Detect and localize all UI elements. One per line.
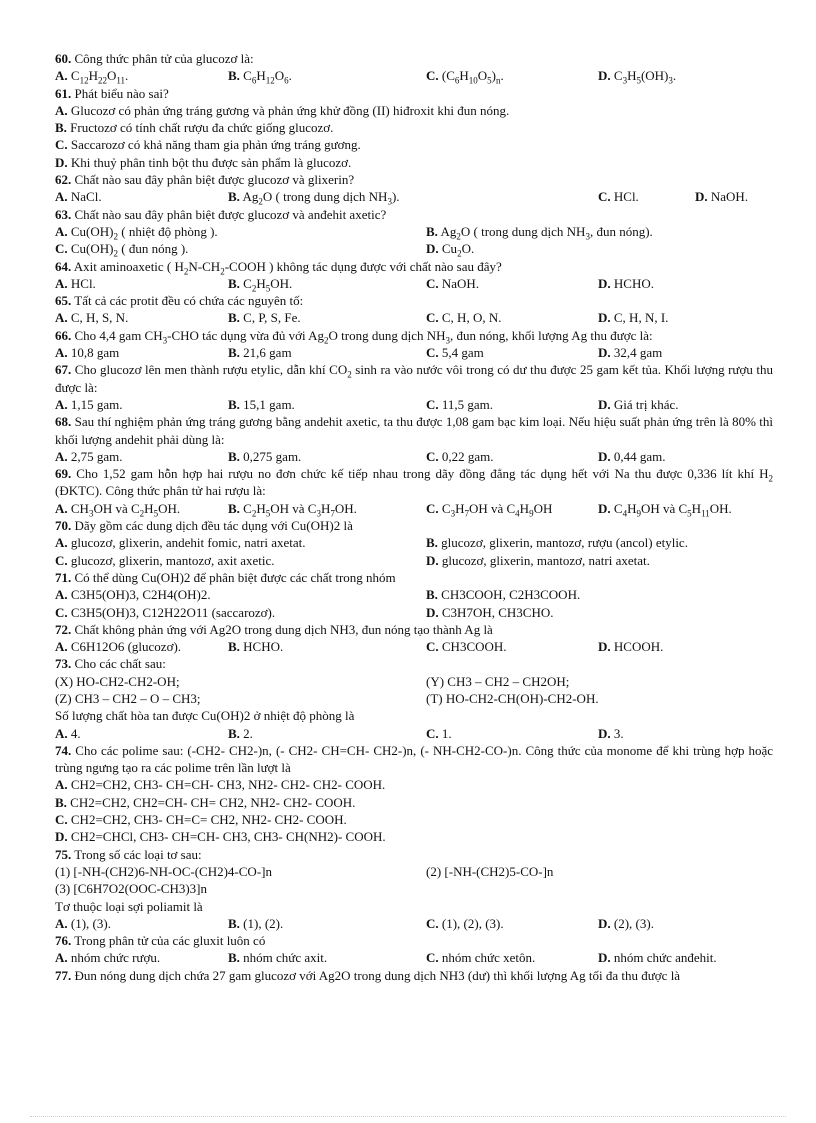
options-row (55, 915, 773, 932)
question-number: 76. (55, 933, 72, 949)
answer-option-c: C. HCl. (598, 189, 639, 205)
question-number: 77. (55, 967, 72, 983)
options-row (55, 794, 773, 811)
question-stem: 77. Đun nóng dung dịch chứa 27 gam glucozơ với Ag2O trong dung dịch NH3 (dư) thì khối lượng Ag tối đa thu được là (55, 967, 681, 983)
question-prompt: Tơ thuộc loại sợi poliamit là (55, 898, 203, 914)
answer-option-b: B. glucozơ, glixerin, mantozơ, rượu (ancol) etylic. (426, 535, 688, 551)
answer-option-a: A. Glucozơ có phản ứng tráng gương và phản ứng khử đồng (II) hiđroxit khi đun nóng. (55, 102, 510, 118)
answer-option-d: D. CH2=CHCl, CH3- CH=CH- CH3, CH3- CH(NH2)- COOH. (55, 829, 386, 845)
answer-option-a: A. HCl. (55, 275, 96, 291)
options-row (55, 67, 773, 84)
answer-option-b: B. 0,275 gam. (228, 448, 302, 464)
question-stem: 76. Trong phân tử của các gluxit luôn có (55, 933, 266, 949)
question-stem: 68. Sau thí nghiệm phản ứng tráng gương bằng andehit axetic, ta thu được 1,08 gam bạc kim loại. Nếu hiệu suất phản ứng trên là 80% thì khối lượng andehit phải dùng là: (55, 414, 774, 447)
question-77 (55, 967, 773, 984)
exam-page (55, 50, 773, 984)
answer-option-a: A. CH2=CH2, CH3- CH=CH- CH3, NH2- CH2- CH2- COOH. (55, 777, 386, 793)
question-number: 69. (55, 466, 72, 482)
answer-option-a: A. 2,75 gam. (55, 448, 123, 464)
question-63 (55, 206, 773, 258)
question-stem: 73. Cho các chất sau: (55, 656, 166, 672)
options-row (55, 448, 773, 465)
answer-option-d: D. Khi thuỷ phân tinh bột thu được sản phẩm là glucozơ. (55, 154, 352, 170)
answer-option-b: B. 21,6 gam (228, 345, 292, 361)
question-stem: 60. Công thức phân tử của glucozơ là: (55, 51, 254, 66)
question-stem: 72. Chất không phản ứng với Ag2O trong dung dịch NH3, đun nóng tạo thành Ag là (55, 621, 493, 637)
answer-option-a: A. $Cu(OH)_2$ ( nhiệt độ phòng ). (55, 223, 218, 242)
question-stem: 74. Cho các polime sau: (-CH2- CH2-)n, (- CH2- CH=CH- CH2-)n, (- NH-CH2-CO-)n. Công thức của monome để khi trùng hợp hoặc trùng ngưng tạo ra các polime trên lần lượt là (55, 742, 774, 776)
question-stem: 62. Chất nào sau đây phân biệt được glucozơ và glixerin? (55, 172, 355, 188)
answer-option-a: A. nhóm chức rượu. (55, 950, 161, 966)
question-70 (55, 517, 773, 569)
question-stem: 71. Có thể dùng Cu(OH)2 để phân biệt được các chất trong nhóm (55, 569, 396, 585)
answer-option-d: D. $Cu_2O$. (426, 241, 475, 259)
answer-option-c: C. CH3COOH. (426, 639, 507, 655)
answer-option-d: D. (2), (3). (598, 915, 654, 931)
options-row (55, 223, 773, 240)
page-bottom-divider (30, 1116, 786, 1117)
statement-item: (3) [C6H7O2(OOC-CH3)3]n (55, 881, 208, 897)
answer-option-d: D. $C_3H_5(OH)_3$. (598, 68, 677, 86)
answer-option-b: B. $Ag_2O$ ( trong dung dịch $NH_3$, đun nóng). (426, 223, 653, 242)
answer-option-b: B. Fructozơ có tính chất rượu đa chức giống glucozơ. (55, 120, 334, 136)
question-stem: 64. Axit aminoaxetic ( $H_2N-CH_2$-COOH ) không tác dụng được với chất nào sau đây? (55, 258, 502, 277)
options-row (55, 604, 773, 621)
options-row (55, 500, 773, 517)
options-row (55, 154, 773, 171)
answer-option-b: B. (1), (2). (228, 915, 284, 931)
answer-option-d: D. glucozơ, glixerin, mantozơ, natri axetat. (426, 552, 650, 568)
question-stem: 70. Dãy gồm các dung dịch đều tác dụng với Cu(OH)2 là (55, 518, 353, 534)
statement-item: (Z) CH3 – CH2 – O – CH3; (55, 690, 201, 706)
answer-option-c: C. 11,5 gam. (426, 396, 494, 412)
answer-option-a: A. glucozơ, glixerin, andehit fomic, natri axetat. (55, 535, 306, 551)
options-row (55, 136, 773, 153)
answer-option-d: D. HCOOH. (598, 639, 664, 655)
answer-option-a: A. 4. (55, 725, 81, 741)
question-number: 68. (55, 414, 72, 430)
options-row (55, 240, 773, 257)
question-number: 65. (55, 293, 72, 309)
answer-option-d: D. nhóm chức anđehit. (598, 950, 717, 966)
answer-option-d: D. HCHO. (598, 275, 654, 291)
question-60 (55, 50, 773, 85)
question-stem: 69. Cho 1,52 gam hỗn hợp hai rượu no đơn chức kế tiếp nhau trong dãy đồng đẳng tác dụng hết với Na thu được 0,336 lít khí $H_2$ (ĐKTC). Công thức phân tử hai rượu là: (55, 466, 773, 499)
answer-option-d: D. C, H, N, I. (598, 310, 669, 326)
question-stem: 66. Cho 4,4 gam $CH_3$-CHO tác dụng vừa đủ với $Ag_2O$ trong dung dịch $NH_3$, đun nóng, khối lượng Ag thu được là: (55, 327, 653, 346)
options-row (55, 586, 773, 603)
answer-option-c: C. $C_3H_7OH$ và $C_4H_9OH$ (426, 500, 553, 519)
answer-option-d: D. 0,44 gam. (598, 448, 666, 464)
question-number: 63. (55, 206, 72, 222)
question-number: 71. (55, 569, 72, 585)
question-number: 60. (55, 51, 72, 66)
question-61 (55, 85, 773, 171)
question-prompt: Số lượng chất hòa tan được Cu(OH)2 ở nhiệt độ phòng là (55, 708, 355, 724)
statement-row (55, 673, 773, 690)
answer-option-c: C. nhóm chức xetôn. (426, 950, 536, 966)
answer-option-a: A. 1,15 gam. (55, 396, 123, 412)
answer-option-b: B. $C_2H_5OH$. (228, 275, 293, 294)
statement-row (55, 690, 773, 707)
answer-option-b: B. $C_2H_5OH$ và $C_3H_7OH$. (228, 500, 357, 519)
question-67 (55, 361, 773, 413)
answer-option-a: A. NaCl. (55, 189, 102, 205)
question-76 (55, 932, 773, 967)
statement-item: (2) [-NH-(CH2)5-CO-]n (426, 863, 554, 879)
answer-option-d: D. 3. (598, 725, 624, 741)
statement-row (55, 880, 773, 897)
options-row (55, 344, 773, 361)
answer-option-b: B. 2. (228, 725, 253, 741)
answer-option-b: B. CH3COOH, C2H3COOH. (426, 587, 581, 603)
statement-item: (T) HO-CH2-CH(OH)-CH2-OH. (426, 690, 599, 706)
answer-option-c: C. (1), (2), (3). (426, 915, 504, 931)
statement-item: (X) HO-CH2-CH2-OH; (55, 673, 180, 689)
question-stem: 63. Chất nào sau đây phân biệt được glucozơ và anđehit axetic? (55, 206, 387, 222)
answer-option-c: C. 0,22 gam. (426, 448, 494, 464)
answer-option-c: C. Saccarozơ có khả năng tham gia phản ứng tráng gương. (55, 137, 361, 153)
question-stem: 61. Phát biểu nào sai? (55, 85, 169, 101)
options-row (55, 275, 773, 292)
answer-option-a: A. (1), (3). (55, 915, 111, 931)
question-number: 62. (55, 172, 72, 188)
question-69 (55, 465, 773, 517)
question-number: 74. (55, 742, 72, 758)
question-number: 61. (55, 85, 72, 101)
answer-option-b: B. C, P, S, Fe. (228, 310, 301, 326)
answer-option-c: C. CH2=CH2, CH3- CH=C= CH2, NH2- CH2- COOH. (55, 812, 347, 828)
answer-option-a: A. C, H, S, N. (55, 310, 129, 326)
answer-option-c: C. NaOH. (426, 275, 480, 291)
answer-option-b: B. $C_6H_{12}O_6$. (228, 68, 292, 86)
answer-option-a: A. $C_{12}H_{22}O_{11}$. (55, 68, 129, 86)
question-74 (55, 742, 773, 846)
options-row (55, 102, 773, 119)
answer-option-d: D. 32,4 gam (598, 345, 663, 361)
statement-item: (1) [-NH-(CH2)6-NH-OC-(CH2)4-CO-]n (55, 863, 272, 879)
question-65 (55, 292, 773, 327)
answer-option-a: A. $CH_3OH$ và $C_2H_5OH$. (55, 500, 181, 519)
question-72 (55, 621, 773, 656)
answer-option-d: D. $C_4H_9OH$ và $C_5H_{11}OH$. (598, 500, 732, 519)
options-row (55, 309, 773, 326)
question-68 (55, 413, 773, 465)
answer-option-b: B. 15,1 gam. (228, 396, 295, 412)
question-64 (55, 258, 773, 293)
answer-option-c: C. C, H, O, N. (426, 310, 502, 326)
options-row (55, 638, 773, 655)
question-62 (55, 171, 773, 206)
options-row (55, 725, 773, 742)
answer-option-a: A. C3H5(OH)3, C2H4(OH)2. (55, 587, 211, 603)
options-row (55, 119, 773, 136)
answer-option-c: C. $(C_6H_{10}O_5)_n$. (426, 68, 504, 86)
question-number: 66. (55, 327, 72, 343)
question-number: 70. (55, 518, 72, 534)
answer-option-b: B. $Ag_2O$ ( trong dung dịch $NH_3$). (228, 189, 400, 207)
statement-item: (Y) CH3 – CH2 – CH2OH; (426, 673, 570, 689)
question-number: 64. (55, 258, 72, 274)
options-row (55, 811, 773, 828)
answer-option-c: C. glucozơ, glixerin, mantozơ, axit axetic. (55, 552, 275, 568)
answer-option-b: B. HCHO. (228, 639, 284, 655)
answer-option-d: D. C3H7OH, CH3CHO. (426, 604, 554, 620)
answer-option-b: B. nhóm chức axit. (228, 950, 328, 966)
answer-option-c: C. C3H5(OH)3, C12H22O11 (saccarozơ). (55, 604, 276, 620)
question-number: 67. (55, 362, 72, 378)
question-stem: 65. Tất cả các protit đều có chứa các nguyên tố: (55, 293, 304, 309)
question-number: 75. (55, 846, 72, 862)
question-number: 73. (55, 656, 72, 672)
answer-option-c: C. $Cu(OH)_2$ ( đun nóng ). (55, 241, 189, 259)
answer-option-d: D. NaOH. (695, 189, 749, 205)
options-row (55, 552, 773, 569)
answer-option-a: A. 10,8 gam (55, 345, 120, 361)
question-75 (55, 846, 773, 932)
answer-option-c: C. 5,4 gam (426, 345, 484, 361)
question-stem: 75. Trong số các loại tơ sau: (55, 846, 202, 862)
answer-option-b: B. CH2=CH2, CH2=CH- CH= CH2, NH2- CH2- COOH. (55, 794, 356, 810)
question-73 (55, 655, 773, 741)
options-row (55, 828, 773, 845)
answer-option-a: A. C6H12O6 (glucozơ). (55, 639, 182, 655)
question-number: 72. (55, 621, 72, 637)
question-stem: 67. Cho glucozơ lên men thành rượu etylic, dẫn khí $CO_2$ sinh ra vào nước vôi trong có dư thu được 25 gam kết tủa. Khối lượng rượu thu được là: (55, 362, 773, 395)
options-row (55, 949, 773, 966)
answer-option-d: D. Giá trị khác. (598, 396, 679, 412)
question-71 (55, 569, 773, 621)
options-row (55, 396, 773, 413)
options-row (55, 534, 773, 551)
options-row (55, 776, 773, 793)
answer-option-c: C. 1. (426, 725, 452, 741)
statement-row (55, 863, 773, 880)
question-66 (55, 327, 773, 362)
options-row (55, 188, 773, 205)
